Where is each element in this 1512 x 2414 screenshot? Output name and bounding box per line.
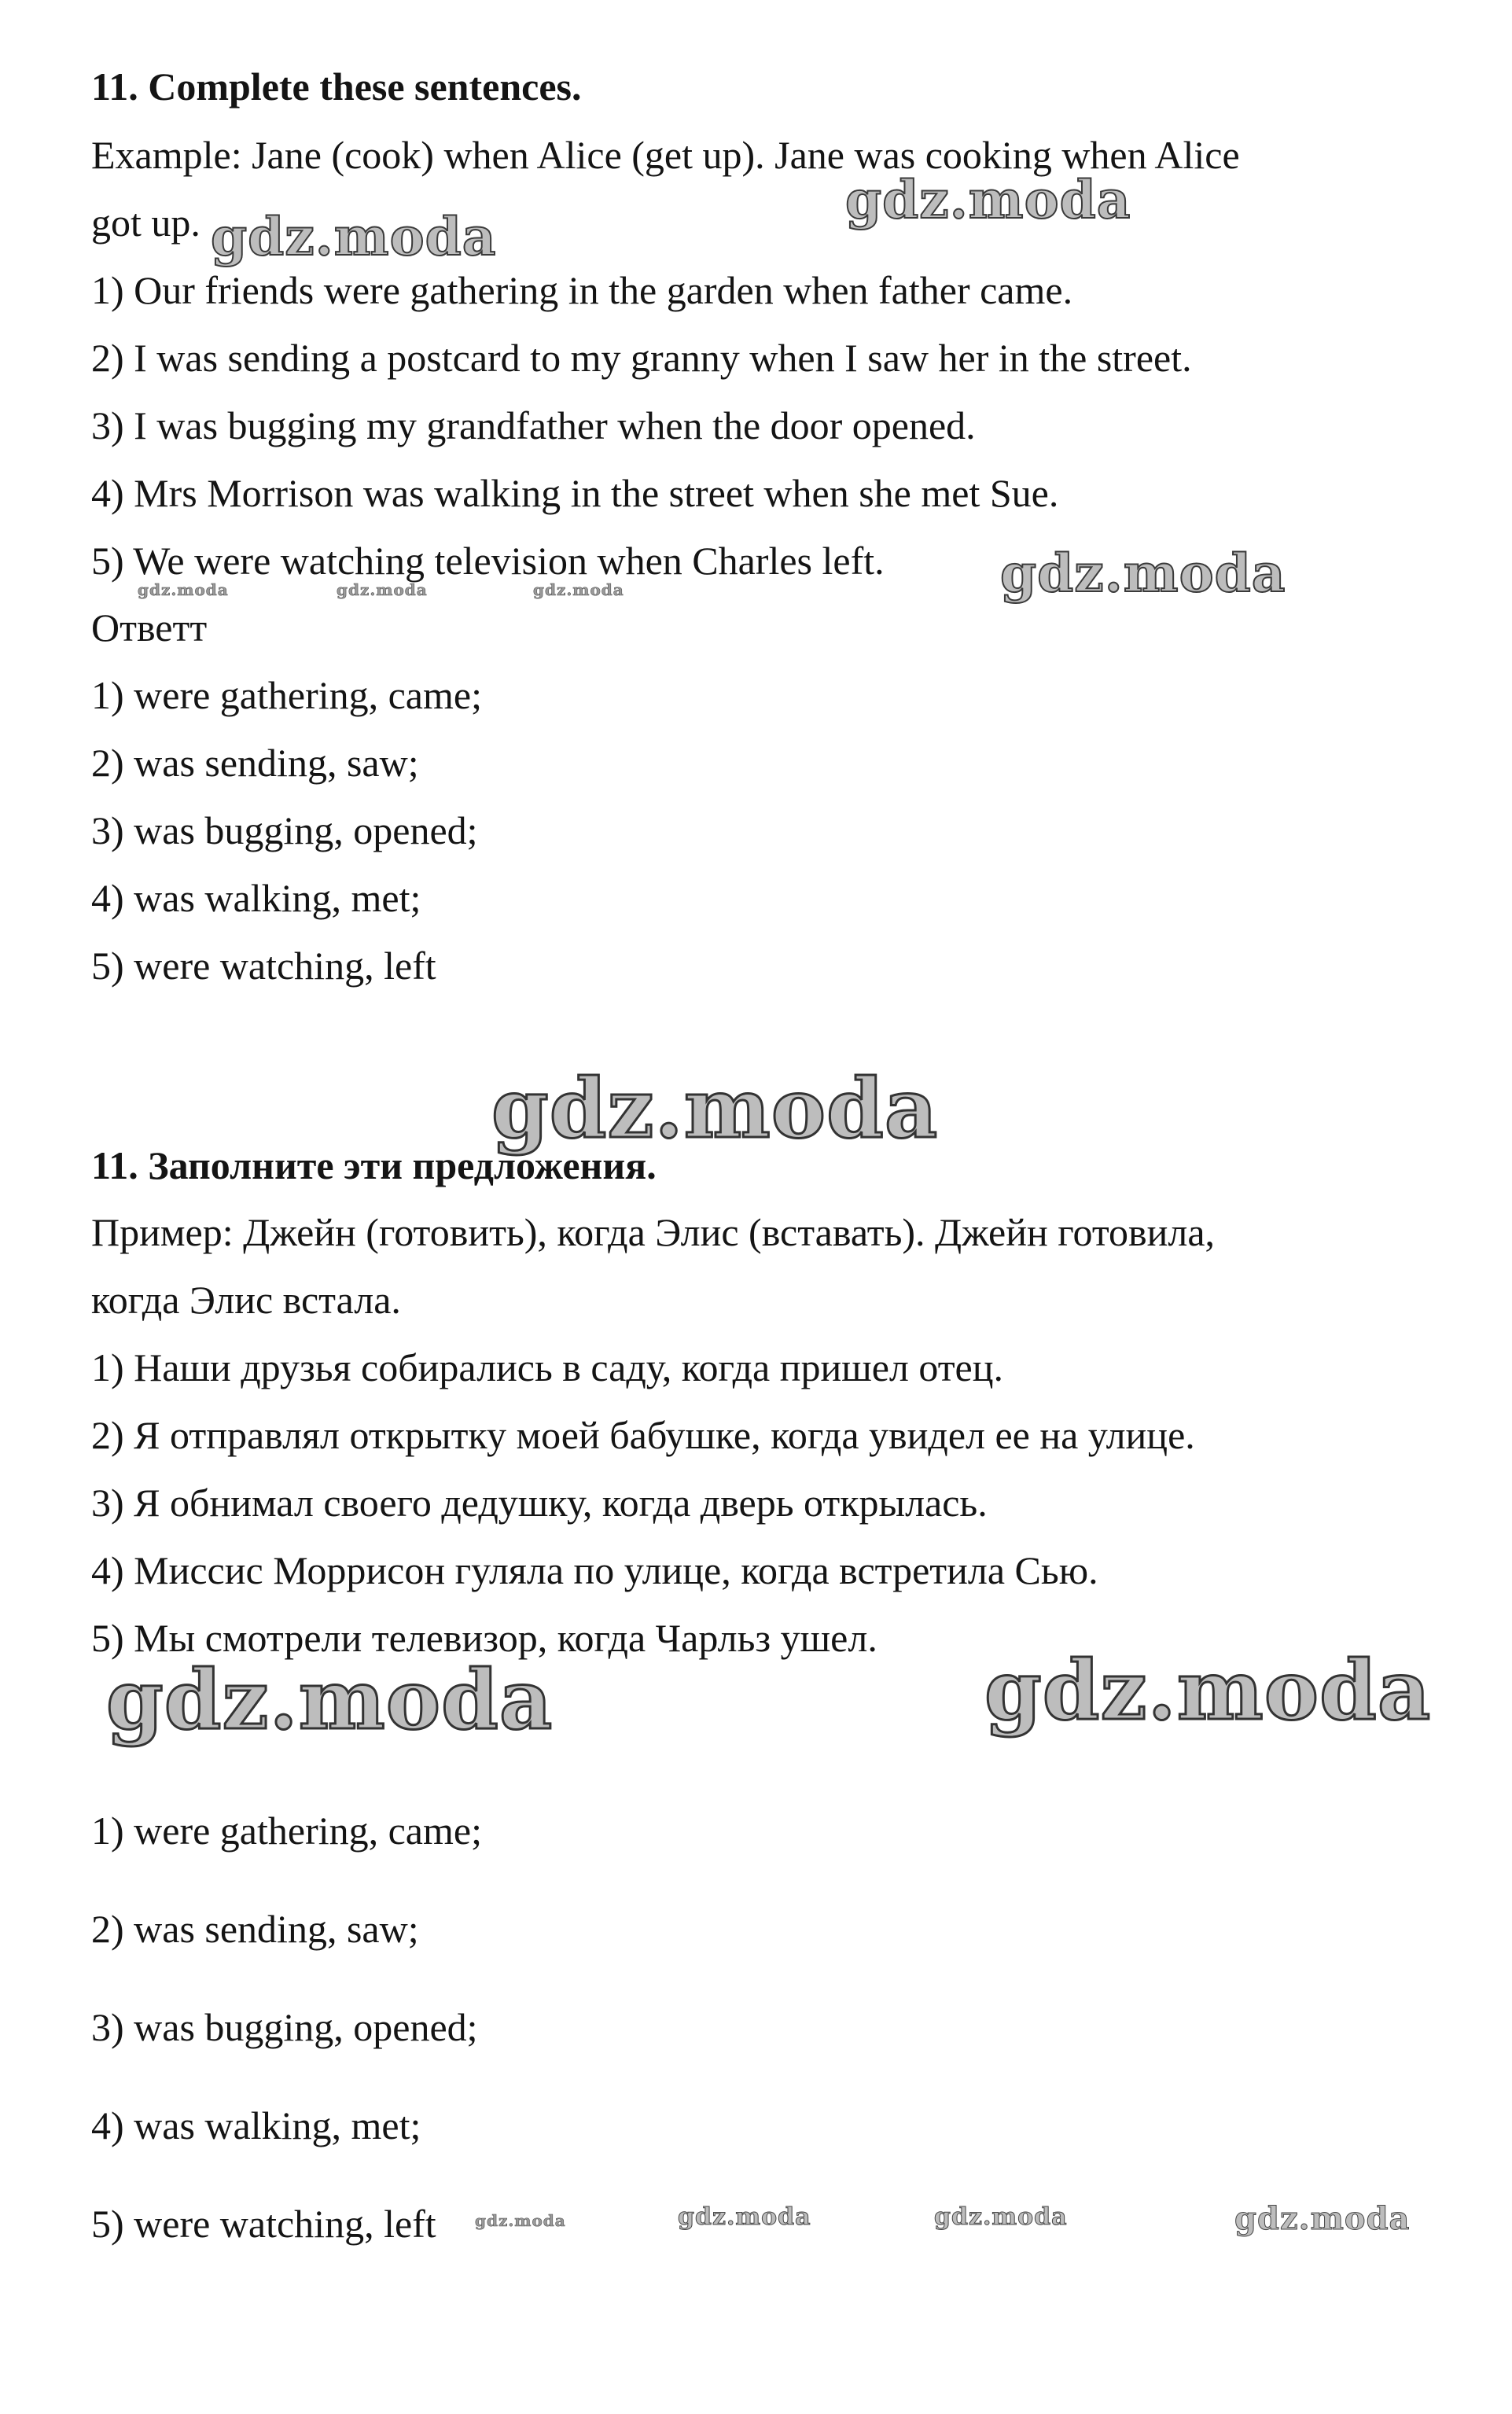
answer-4-ru: 4) was walking, met; — [91, 2103, 421, 2147]
sentence-2-en: 2) I was sending a postcard to my granny when I saw her in the street. — [91, 336, 1192, 380]
answer-1-en: 1) were gathering, came; — [91, 673, 482, 717]
sentence-3-en: 3) I was bugging my grandfather when the door opened. — [91, 403, 976, 447]
example-line-1-ru: Пример: Джейн (готовить), когда Элис (вставать). Джейн готовила, — [91, 1210, 1216, 1254]
example-line-1-en: Example: Jane (cook) when Alice (get up). Jane was cooking when Alice — [91, 133, 1240, 177]
watermark: gdz.moda — [138, 580, 229, 599]
watermark: gdz.moda — [845, 169, 1131, 230]
answer-5-ru: 5) were watching, left — [91, 2202, 436, 2246]
watermark: gdz.moda — [533, 580, 624, 599]
watermark: gdz.moda — [491, 1060, 939, 1157]
watermark: gdz.moda — [211, 206, 497, 267]
sentence-1-ru: 1) Наши друзья собирались в саду, когда пришел отец. — [91, 1345, 1004, 1389]
watermark: gdz.moda — [475, 2211, 566, 2230]
sentence-3-ru: 3) Я обнимал своего дедушку, когда дверь открылась. — [91, 1481, 988, 1525]
watermark: gdz.moda — [337, 580, 428, 599]
example-line-2-en: got up. — [91, 201, 200, 245]
watermark: gdz.moda — [934, 2203, 1068, 2231]
answer-3-en: 3) was bugging, opened; — [91, 808, 478, 852]
sentence-4-en: 4) Mrs Morrison was walking in the street when she met Sue. — [91, 471, 1059, 515]
answer-1-ru: 1) were gathering, came; — [91, 1809, 482, 1853]
watermark: gdz.moda — [984, 1642, 1432, 1739]
answer-4-en: 4) was walking, met; — [91, 876, 421, 920]
sentence-5-en: 5) We were watching television when Charles left. — [91, 539, 885, 583]
answer-label: Ответт — [91, 605, 208, 649]
answer-3-ru: 3) was bugging, opened; — [91, 2005, 478, 2049]
sentence-2-ru: 2) Я отправлял открытку моей бабушке, когда увидел ее на улице. — [91, 1413, 1195, 1457]
watermark: gdz.moda — [678, 2203, 811, 2231]
watermark: gdz.moda — [106, 1651, 554, 1748]
sentence-5-ru: 5) Мы смотрели телевизор, когда Чарльз ушел. — [91, 1616, 877, 1660]
exercise-heading-en: 11. Complete these sentences. — [91, 64, 582, 109]
watermark: gdz.moda — [1000, 543, 1286, 604]
watermark: gdz.moda — [1234, 2200, 1411, 2237]
sentence-1-en: 1) Our friends were gathering in the garden when father came. — [91, 268, 1073, 312]
answer-2-ru: 2) was sending, saw; — [91, 1907, 419, 1951]
answer-2-en: 2) was sending, saw; — [91, 741, 419, 785]
example-line-2-ru: когда Элис встала. — [91, 1278, 401, 1322]
exercise-heading-ru: 11. Заполните эти предложения. — [91, 1143, 657, 1187]
answer-5-en: 5) were watching, left — [91, 944, 436, 988]
sentence-4-ru: 4) Миссис Моррисон гуляла по улице, когда встретила Сью. — [91, 1548, 1098, 1592]
